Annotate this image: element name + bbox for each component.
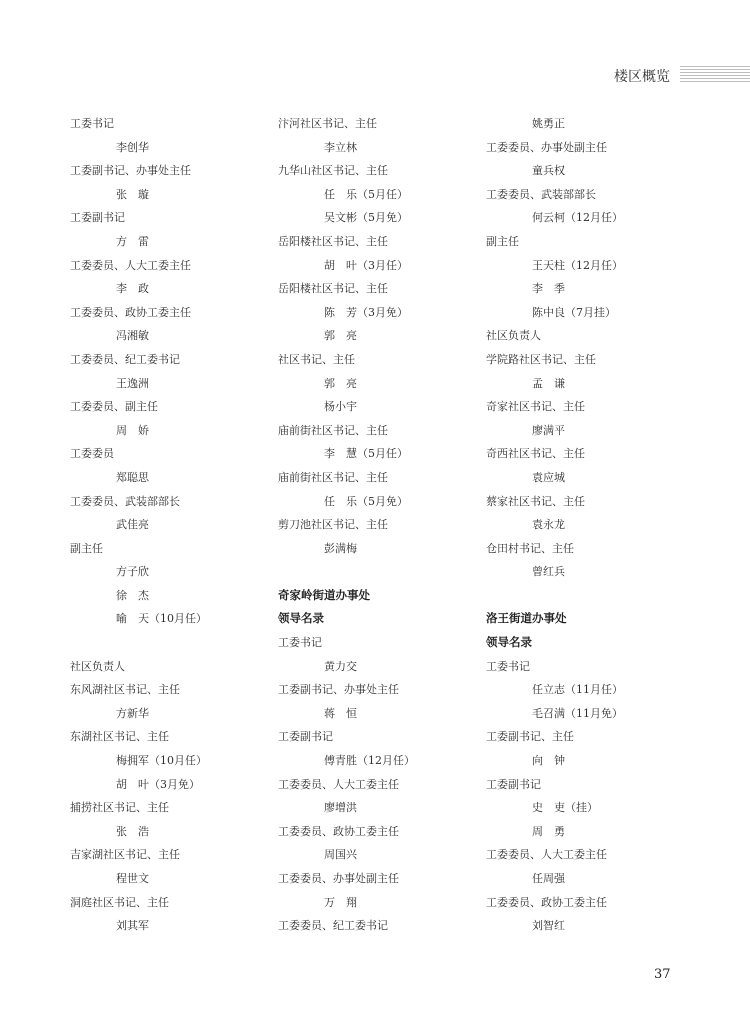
person-name: 胡 叶（3月免） — [116, 777, 200, 791]
position-title: 工委委员、人大工委主任 — [278, 777, 399, 791]
person-name: 蒋 恒 — [324, 706, 357, 720]
section-heading: 洛王街道办事处 — [486, 611, 567, 626]
text-column-left — [70, 112, 275, 938]
person-name: 武佳亮 — [116, 518, 149, 532]
position-title: 学院路社区书记、主任 — [486, 352, 596, 366]
person-name: 何云柯（12月任） — [532, 211, 623, 225]
section-heading: 领导名录 — [486, 635, 532, 650]
position-title: 工委委员、人大工委主任 — [70, 258, 191, 272]
position-title: 工委委员、办事处副主任 — [486, 140, 607, 154]
position-title: 东风湖社区书记、主任 — [70, 683, 180, 697]
person-name: 毛召满（11月免） — [532, 706, 623, 720]
position-title: 岳阳楼社区书记、主任 — [278, 234, 388, 248]
person-name: 任立志（11月任） — [532, 683, 623, 697]
person-name: 彭满梅 — [324, 541, 357, 555]
header-decorative-rule — [680, 66, 750, 82]
blank-line — [278, 560, 483, 584]
blank-line — [486, 584, 691, 608]
position-title: 庙前街社区书记、主任 — [278, 423, 388, 437]
position-title: 洞庭社区书记、主任 — [70, 895, 169, 909]
person-name: 姚勇正 — [532, 117, 565, 130]
person-name: 方子欣 — [116, 565, 149, 579]
person-name: 张 浩 — [116, 824, 149, 838]
person-name: 李 季 — [532, 282, 565, 296]
person-name: 吴文彬（5月免） — [324, 211, 408, 225]
position-title: 工委委员、武装部部长 — [70, 494, 180, 508]
person-name: 周国兴 — [324, 848, 357, 862]
position-title: 东湖社区书记、主任 — [70, 730, 169, 744]
position-title: 工委副书记、主任 — [486, 730, 574, 744]
person-name: 史 吏（挂） — [532, 801, 598, 815]
position-title: 副主任 — [70, 541, 103, 555]
person-name: 童兵权 — [532, 164, 565, 178]
person-name: 陈 芳（3月免） — [324, 305, 408, 319]
position-title: 工委副书记、办事处主任 — [70, 164, 191, 178]
person-name: 李 政 — [116, 282, 149, 296]
position-title: 工委委员 — [70, 447, 114, 461]
person-name: 程世文 — [116, 872, 149, 885]
position-title: 工委委员、政协工委主任 — [278, 824, 399, 838]
person-name: 冯湘敏 — [116, 329, 149, 343]
position-title: 副主任 — [486, 234, 519, 248]
person-name: 廖增洪 — [324, 801, 357, 815]
position-title: 工委副书记 — [278, 730, 333, 744]
position-title: 工委委员、副主任 — [70, 400, 158, 414]
person-name: 李创华 — [116, 140, 149, 154]
position-title: 蔡家社区书记、主任 — [486, 494, 585, 508]
person-name: 孟 谦 — [532, 376, 565, 390]
person-name: 胡 叶（3月任） — [324, 258, 408, 272]
person-name: 郭 亮 — [324, 376, 357, 390]
position-title: 工委委员、政协工委主任 — [486, 895, 607, 909]
blank-line — [70, 631, 275, 655]
person-name: 王天柱（12月任） — [532, 258, 623, 272]
person-name: 周 勇 — [532, 824, 565, 838]
position-title: 庙前街社区书记、主任 — [278, 470, 388, 484]
person-name: 刘智红 — [532, 919, 565, 933]
position-title: 工委副书记、办事处主任 — [278, 683, 399, 697]
person-name: 任 乐（5月任） — [324, 187, 408, 201]
running-header-title: 楼区概览 — [614, 69, 670, 85]
position-title: 奇西社区书记、主任 — [486, 447, 585, 461]
person-name: 袁永龙 — [532, 518, 565, 532]
person-name: 陈中良（7月挂） — [532, 305, 616, 319]
position-title: 工委副书记 — [70, 211, 125, 225]
position-title: 社区书记、主任 — [278, 352, 355, 366]
person-name: 曾红兵 — [532, 565, 565, 579]
person-name: 方新华 — [116, 706, 149, 720]
position-title: 工委委员、人大工委主任 — [486, 848, 607, 862]
position-title: 工委副书记 — [486, 777, 541, 791]
section-heading: 奇家岭街道办事处 — [278, 587, 370, 602]
position-title: 工委委员、办事处副主任 — [278, 872, 399, 885]
person-name: 郭 亮 — [324, 329, 357, 343]
person-name: 袁应城 — [532, 470, 565, 484]
position-title: 工委书记 — [278, 636, 322, 650]
position-title: 工委书记 — [70, 117, 114, 130]
text-column-middle — [278, 112, 483, 938]
person-name: 万 翔 — [324, 895, 357, 909]
position-title: 工委委员、纪工委书记 — [278, 919, 388, 933]
person-name: 周 娇 — [116, 423, 149, 437]
text-column-right — [486, 112, 691, 938]
position-title: 汴河社区书记、主任 — [278, 117, 377, 130]
position-title: 工委书记 — [486, 659, 530, 673]
person-name: 张 璇 — [116, 187, 149, 201]
person-name: 任周强 — [532, 872, 565, 885]
position-title: 吉家湖社区书记、主任 — [70, 848, 180, 862]
person-name: 梅拥军（10月任） — [116, 754, 207, 768]
position-title: 社区负责人 — [486, 329, 541, 343]
section-heading: 领导名录 — [278, 611, 324, 626]
person-name: 杨小宇 — [324, 400, 357, 414]
person-name: 郑聪思 — [116, 470, 149, 484]
person-name: 廖满平 — [532, 423, 565, 437]
person-name: 向 钟 — [532, 754, 565, 768]
position-title: 九华山社区书记、主任 — [278, 164, 388, 178]
person-name: 方 雷 — [116, 234, 149, 248]
position-title: 社区负责人 — [70, 659, 125, 673]
position-title: 剪刀池社区书记、主任 — [278, 518, 388, 532]
position-title: 仓田村书记、主任 — [486, 541, 574, 555]
person-name: 刘其军 — [116, 919, 149, 933]
page-number: 37 — [654, 967, 671, 982]
person-name: 任 乐（5月免） — [324, 494, 408, 508]
position-title: 工委委员、武装部部长 — [486, 187, 596, 201]
person-name: 喻 天（10月任） — [116, 612, 207, 626]
position-title: 奇家社区书记、主任 — [486, 400, 585, 414]
person-name: 傅青胜（12月任） — [324, 754, 415, 768]
position-title: 捕捞社区书记、主任 — [70, 801, 169, 815]
person-name: 李立林 — [324, 140, 357, 154]
position-title: 工委委员、纪工委书记 — [70, 352, 180, 366]
position-title: 岳阳楼社区书记、主任 — [278, 282, 388, 296]
person-name: 徐 杰 — [116, 588, 149, 602]
position-title: 工委委员、政协工委主任 — [70, 305, 191, 319]
person-name: 王逸洲 — [116, 376, 149, 390]
person-name: 李 慧（5月任） — [324, 447, 408, 461]
person-name: 黄力交 — [324, 659, 357, 673]
